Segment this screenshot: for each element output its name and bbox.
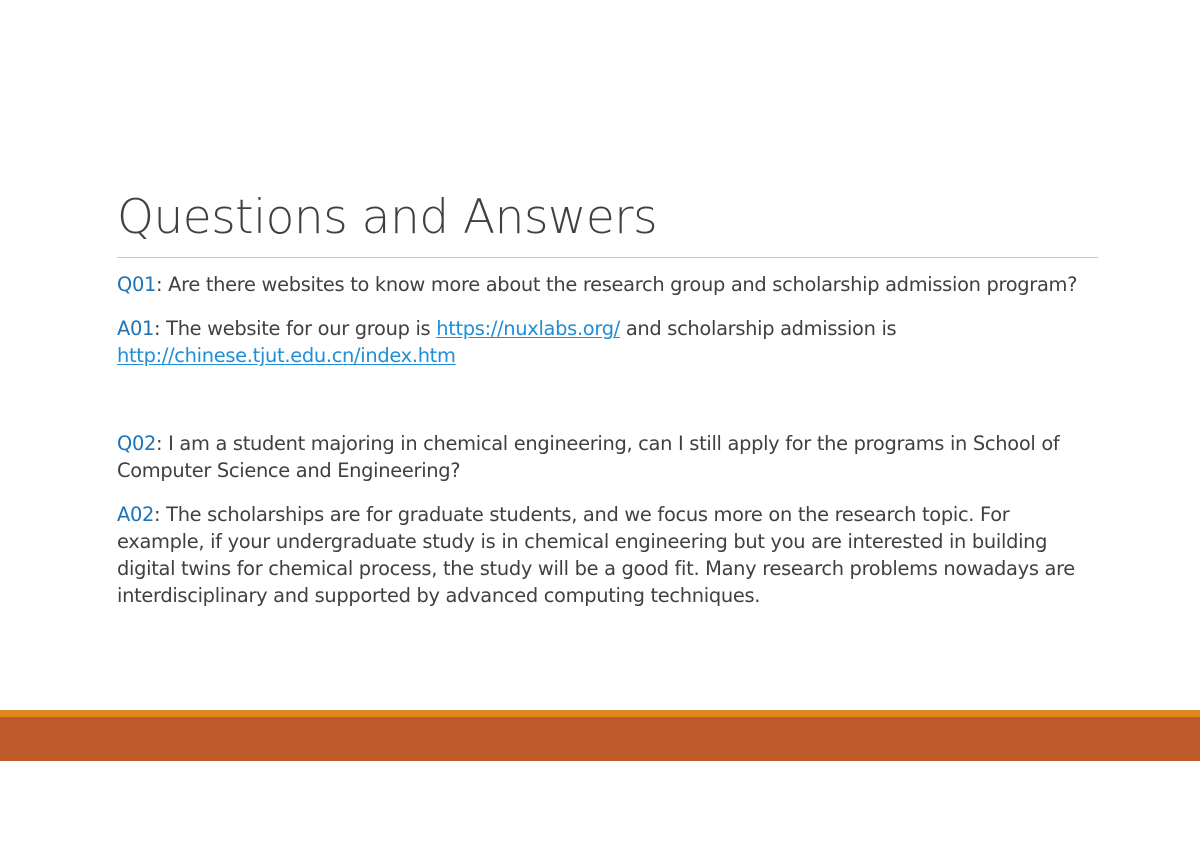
answer-text: : The scholarships are for graduate students, and we focus more on the research topic. For example, if your undergraduate study is in chemical engineering but you are interested in building digital twins for chemical process, the study will be a good fit. Many research problems nowadays are interdisciplinary and supported by advanced computing techniques. [117, 503, 1075, 607]
answer-text: and scholarship admission is [619, 317, 897, 340]
title-divider [117, 257, 1098, 258]
answer-label: A02 [117, 503, 155, 526]
question-text: : I am a student majoring in chemical engineering, can I still apply for the programs in School of Computer Science and Engineering? [117, 432, 1060, 482]
footer-accent-bar [0, 710, 1200, 717]
question-1 [117, 271, 1102, 298]
question-label: Q01 [117, 273, 157, 296]
answer-2 [117, 501, 1102, 609]
scholarship-admission-link[interactable]: http://chinese.tjut.edu.cn/index.htm [117, 344, 456, 367]
question-2 [117, 430, 1102, 484]
footer-band [0, 717, 1200, 761]
slide-title: Questions and Answers [117, 190, 658, 245]
question-text: : Are there websites to know more about the research group and scholarship admission program? [156, 273, 1078, 296]
answer-label: A01 [117, 317, 155, 340]
group-website-link[interactable]: https://nuxlabs.org/ [436, 317, 620, 340]
answer-text: : The website for our group is [154, 317, 437, 340]
answer-1 [117, 315, 1102, 369]
question-label: Q02 [117, 432, 157, 455]
qa-content [117, 271, 1102, 609]
